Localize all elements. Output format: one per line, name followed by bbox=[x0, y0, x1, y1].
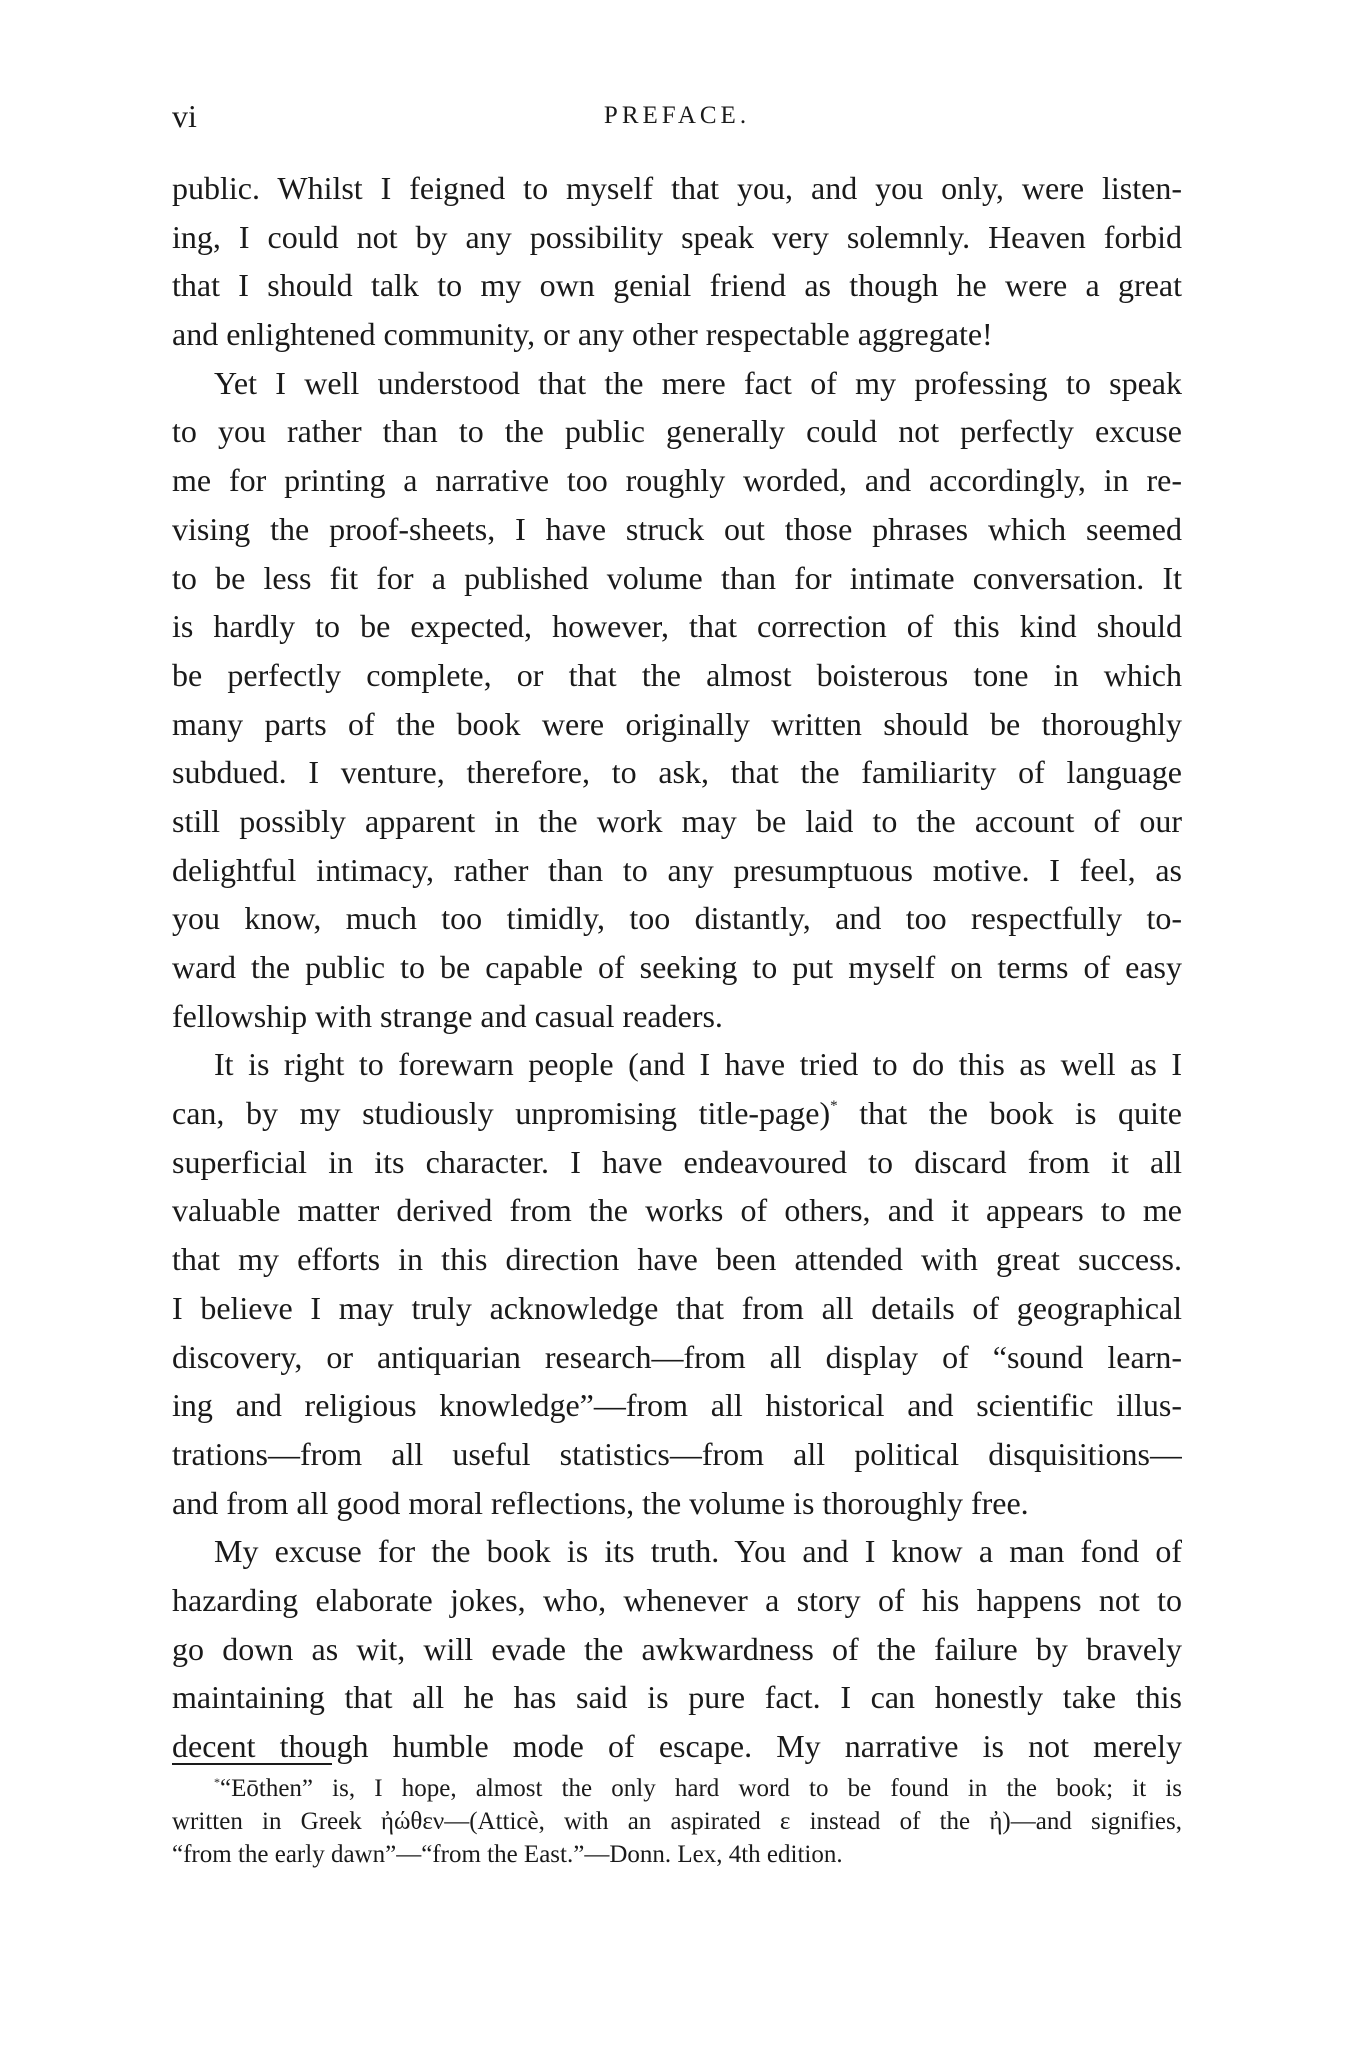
paragraph-start-line: Yet I well understood that the mere fact of my professing to speak bbox=[214, 364, 1182, 401]
text-line: valuable matter derived from the works of others, and it appears to me bbox=[172, 1192, 1182, 1229]
text-line: discovery, or antiquarian research—from all display of “sound learn- bbox=[172, 1338, 1182, 1375]
footnote-line: written in Greek ἠώθεν—(Atticè, with an aspirated ε instead of the ἠ)—and signifies, bbox=[172, 1808, 1182, 1835]
text-line: decent though humble mode of escape. My narrative is not merely bbox=[172, 1728, 1182, 1764]
text-line: go down as wit, will evade the awkwardness of the failure by bravely bbox=[172, 1630, 1182, 1667]
footnote-reference: * bbox=[830, 1098, 838, 1115]
text-line: be perfectly complete, or that the almost boisterous tone in which bbox=[172, 656, 1182, 693]
footnote-line: “from the early dawn”—“from the East.”—Donn. Lex, 4th edition. bbox=[172, 1841, 843, 1868]
text-line: fellowship with strange and casual readers. bbox=[172, 997, 723, 1034]
text-line: and enlightened community, or any other respectable aggregate! bbox=[172, 316, 993, 353]
page-number: vi bbox=[172, 98, 197, 134]
text-line: is hardly to be expected, however, that correction of this kind should bbox=[172, 608, 1182, 645]
text-line: that I should talk to my own genial friend as though he were a great bbox=[172, 267, 1182, 304]
text-segment: can, by my studiously unpromising title-page) bbox=[172, 1095, 831, 1132]
paragraph-start-line: My excuse for the book is its truth. You and I know a man fond of bbox=[214, 1533, 1182, 1570]
text-line: delightful intimacy, rather than to any presumptuous motive. I feel, as bbox=[172, 851, 1182, 888]
text-line: ward the public to be capable of seeking to put myself on terms of easy bbox=[172, 949, 1182, 985]
text-line: to you rather than to the public generally could not perfectly excuse bbox=[172, 413, 1182, 450]
footnote-line bbox=[172, 1772, 1182, 1805]
text-line: that my efforts in this direction have been attended with great success. bbox=[172, 1241, 1182, 1278]
footnote bbox=[172, 1772, 1182, 1871]
text-line: many parts of the book were originally written should be thoroughly bbox=[172, 705, 1182, 742]
footnote-marker: * bbox=[214, 1775, 220, 1789]
footnote-text: “Eōthen” is, I hope, almost the only hard word to be found in the book; it is bbox=[220, 1775, 1182, 1802]
text-line: and from all good moral reflections, the volume is thoroughly free. bbox=[172, 1484, 1029, 1521]
text-line: to be less fit for a published volume than for intimate conversation. It bbox=[172, 559, 1182, 596]
running-title: PREFACE. bbox=[603, 102, 751, 129]
text-segment: that the book is quite bbox=[837, 1095, 1182, 1132]
text-line: superficial in its character. I have endeavoured to discard from it all bbox=[172, 1143, 1182, 1180]
paragraph-start-line: It is right to forewarn people (and I have tried to do this as well as I bbox=[214, 1046, 1182, 1083]
running-head bbox=[172, 96, 1182, 136]
text-line: vising the proof-sheets, I have struck out those phrases which seemed bbox=[172, 510, 1182, 547]
text-line: you know, much too timidly, too distantly, and too respectfully to- bbox=[172, 900, 1182, 937]
text-line: me for printing a narrative too roughly worded, and accordingly, in re- bbox=[172, 462, 1182, 499]
text-line: subdued. I venture, therefore, to ask, that the familiarity of language bbox=[172, 754, 1182, 791]
text-line: hazarding elaborate jokes, who, whenever a story of his happens not to bbox=[172, 1581, 1182, 1618]
text-line-with-footnote-ref bbox=[172, 1089, 1182, 1138]
text-line: maintaining that all he has said is pure fact. I can honestly take this bbox=[172, 1679, 1182, 1716]
text-line: still possibly apparent in the work may be laid to the account of our bbox=[172, 802, 1182, 839]
body-text bbox=[172, 164, 1182, 1771]
text-line: ing, I could not by any possibility speak very solemnly. Heaven forbid bbox=[172, 218, 1182, 255]
text-line: ing and religious knowledge”—from all historical and scientific illus- bbox=[172, 1387, 1182, 1424]
text-line: trations—from all useful statistics—from all political disquisitions— bbox=[172, 1435, 1182, 1472]
text-line: I believe I may truly acknowledge that from all details of geographical bbox=[172, 1289, 1182, 1326]
footnote-rule bbox=[172, 1763, 332, 1765]
text-line: public. Whilst I feigned to myself that you, and you only, were listen- bbox=[172, 170, 1182, 206]
